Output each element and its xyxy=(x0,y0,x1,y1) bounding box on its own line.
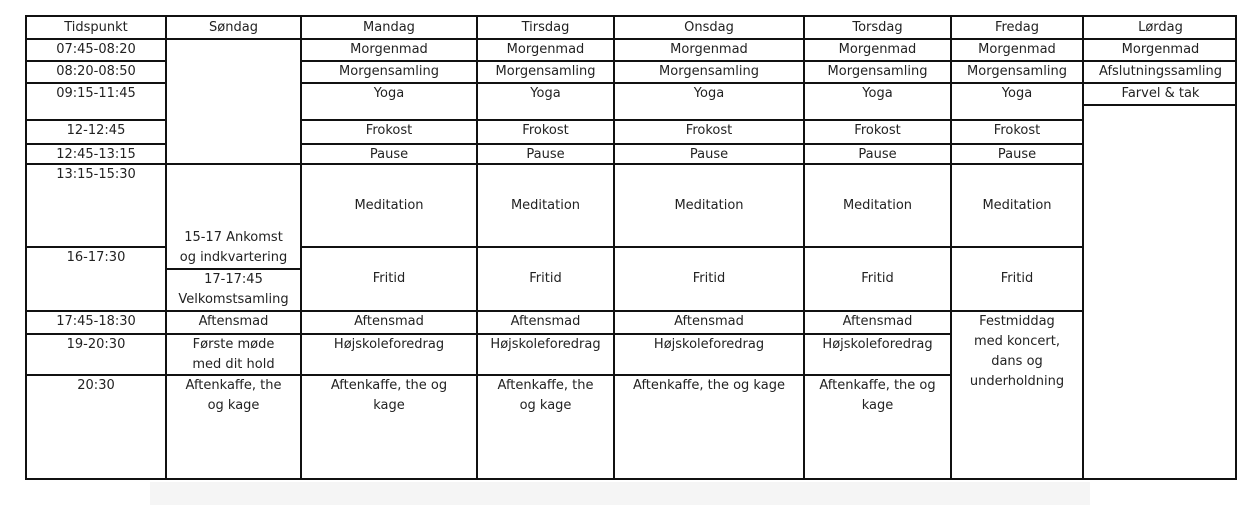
sondag-welcome-line: Velkomstsamling xyxy=(178,292,289,307)
time-label: 09:15-11:45 xyxy=(56,86,136,101)
lunch-cell-line: Frokost xyxy=(522,123,569,138)
column-header-label: Torsdag xyxy=(852,19,903,35)
dinner-cell xyxy=(613,310,803,333)
break-cell xyxy=(950,143,1082,163)
time-cell xyxy=(25,143,165,163)
meditation-cell-line: Meditation xyxy=(982,197,1052,213)
evening-coffee-cell-line: kage xyxy=(861,398,894,413)
column-header-label: Fredag xyxy=(994,19,1040,35)
morning-gathering-cell-line: Morgensamling xyxy=(827,64,928,79)
morning-gathering-cell-line: Morgensamling xyxy=(659,64,759,79)
dinner-cell-line: Aftensmad xyxy=(354,314,424,329)
meditation-cell xyxy=(476,163,613,246)
free-time-cell xyxy=(803,246,950,310)
lordag-closing-gathering-line: Afslutningssamling xyxy=(1099,64,1222,79)
column-header xyxy=(613,15,803,38)
time-label: 12-12:45 xyxy=(66,123,126,138)
fredag-festive-dinner xyxy=(950,310,1082,480)
time-label: 20:30 xyxy=(77,378,115,393)
lecture-cell xyxy=(803,333,950,374)
free-time-cell-line: Fritid xyxy=(1000,271,1034,286)
time-cell xyxy=(25,246,165,310)
sondag-arrival xyxy=(165,163,300,268)
breakfast-cell xyxy=(613,38,803,60)
dinner-cell-line: Aftensmad xyxy=(842,314,913,329)
lecture-cell-line: Højskoleforedrag xyxy=(653,337,765,352)
time-cell xyxy=(25,119,165,143)
lecture-cell-line: Højskoleforedrag xyxy=(822,337,933,352)
dinner-cell-line: Aftensmad xyxy=(674,314,744,329)
breakfast-cell-line: Morgenmad xyxy=(350,42,428,57)
column-header-label: Tidspunkt xyxy=(64,19,128,35)
time-label: 16-17:30 xyxy=(66,250,126,265)
column-header-label: Mandag xyxy=(363,19,415,35)
meditation-cell xyxy=(613,163,803,246)
column-header-label: Søndag xyxy=(209,19,258,35)
column-header xyxy=(1082,15,1237,38)
breakfast-cell xyxy=(300,38,476,60)
time-cell xyxy=(25,82,165,119)
fredag-festive-dinner-line: dans og xyxy=(991,354,1043,369)
dinner-cell-line: Aftensmad xyxy=(510,314,581,329)
lunch-cell-line: Frokost xyxy=(993,123,1041,138)
evening-coffee-cell xyxy=(803,374,950,480)
morning-gathering-cell-line: Morgensamling xyxy=(967,64,1067,79)
lunch-cell-line: Frokost xyxy=(685,123,733,138)
evening-coffee-cell xyxy=(476,374,613,480)
evening-coffee-cell xyxy=(300,374,476,480)
lunch-cell-line: Frokost xyxy=(365,123,413,138)
breakfast-cell-line: Morgenmad xyxy=(978,42,1056,57)
free-time-cell xyxy=(613,246,803,310)
break-cell-line: Pause xyxy=(858,147,897,162)
evening-coffee-cell-line: Aftenkaffe, the og xyxy=(819,378,936,393)
break-cell-line: Pause xyxy=(689,147,729,162)
column-header-label: Lørdag xyxy=(1138,19,1183,35)
yoga-cell xyxy=(950,82,1082,119)
morning-gathering-cell-line: Morgensamling xyxy=(339,64,439,79)
time-label: 07:45-08:20 xyxy=(56,42,136,57)
break-cell xyxy=(613,143,803,163)
break-cell xyxy=(803,143,950,163)
time-cell xyxy=(25,38,165,60)
lunch-cell xyxy=(300,119,476,143)
sondag-arrival-line: og indkvartering xyxy=(179,250,288,265)
free-time-cell-line: Fritid xyxy=(529,271,562,286)
dinner-cell xyxy=(803,310,950,333)
meditation-cell xyxy=(300,163,476,246)
fredag-festive-dinner-line: Festmiddag xyxy=(979,314,1055,329)
lunch-cell-line: Frokost xyxy=(854,123,901,138)
break-cell-line: Pause xyxy=(526,147,565,162)
free-time-cell xyxy=(950,246,1082,310)
lordag-closing-gathering xyxy=(1082,60,1237,82)
column-header xyxy=(950,15,1082,38)
dinner-cell xyxy=(476,310,613,333)
lordag-farewell-line: Farvel & tak xyxy=(1121,86,1200,101)
time-label: 08:20-08:50 xyxy=(56,64,136,79)
time-cell xyxy=(25,374,165,480)
meditation-cell-line: Meditation xyxy=(510,197,581,213)
dinner-cell xyxy=(300,310,476,333)
evening-coffee-cell xyxy=(613,374,803,480)
lecture-cell-line: Højskoleforedrag xyxy=(490,337,601,352)
break-cell-line: Pause xyxy=(997,147,1037,162)
meditation-cell xyxy=(950,163,1082,246)
evening-coffee-cell-line: Aftenkaffe, the xyxy=(497,378,594,393)
breakfast-cell-line: Morgenmad xyxy=(838,42,917,57)
morning-gathering-cell xyxy=(476,60,613,82)
sondag-evening-coffee xyxy=(165,374,300,480)
time-cell xyxy=(25,333,165,374)
yoga-cell-line: Yoga xyxy=(862,86,893,101)
sondag-first-meeting-line: med dit hold xyxy=(192,357,275,372)
time-cell xyxy=(25,163,165,246)
fredag-festive-dinner-line: med koncert, xyxy=(973,334,1061,349)
time-label: 13:15-15:30 xyxy=(56,167,136,182)
morning-gathering-cell xyxy=(950,60,1082,82)
sondag-welcome xyxy=(165,268,300,310)
column-header xyxy=(300,15,476,38)
free-time-cell xyxy=(476,246,613,310)
breakfast-cell xyxy=(476,38,613,60)
lordag-farewell xyxy=(1082,82,1237,104)
lecture-cell-line: Højskoleforedrag xyxy=(333,337,445,352)
time-label: 12:45-13:15 xyxy=(56,147,136,162)
lunch-cell xyxy=(950,119,1082,143)
column-header xyxy=(476,15,613,38)
yoga-cell xyxy=(613,82,803,119)
yoga-cell-line: Yoga xyxy=(373,86,405,101)
breakfast-cell xyxy=(950,38,1082,60)
morning-gathering-cell xyxy=(803,60,950,82)
sondag-arrival-line: 15-17 Ankomst xyxy=(184,230,283,245)
free-time-cell xyxy=(300,246,476,310)
evening-coffee-cell-line: kage xyxy=(373,398,405,413)
morning-gathering-cell xyxy=(613,60,803,82)
lecture-cell xyxy=(613,333,803,374)
column-header xyxy=(165,15,300,38)
time-label: 19-20:30 xyxy=(66,337,126,352)
meditation-cell-line: Meditation xyxy=(354,197,424,213)
yoga-cell xyxy=(476,82,613,119)
lecture-cell xyxy=(476,333,613,374)
column-header-label: Tirsdag xyxy=(521,19,570,35)
time-cell xyxy=(25,310,165,333)
lordag-breakfast-line: Morgenmad xyxy=(1121,42,1200,57)
evening-coffee-cell-line: Aftenkaffe, the og kage xyxy=(633,378,785,393)
yoga-cell xyxy=(803,82,950,119)
sondag-first-meeting xyxy=(165,333,300,374)
lecture-cell xyxy=(300,333,476,374)
lunch-cell xyxy=(613,119,803,143)
morning-gathering-cell xyxy=(300,60,476,82)
breakfast-cell-line: Morgenmad xyxy=(670,42,748,57)
breakfast-cell-line: Morgenmad xyxy=(506,42,585,57)
break-cell xyxy=(476,143,613,163)
lordag-empty xyxy=(1082,104,1237,480)
evening-coffee-cell-line: Aftenkaffe, the og xyxy=(330,378,448,393)
yoga-cell-line: Yoga xyxy=(1001,86,1033,101)
time-label: 17:45-18:30 xyxy=(56,314,136,329)
fredag-festive-dinner-line: underholdning xyxy=(969,374,1065,389)
breakfast-cell xyxy=(803,38,950,60)
free-time-cell-line: Fritid xyxy=(372,271,406,286)
evening-coffee-cell-line: og kage xyxy=(519,398,572,413)
sondag-evening-coffee-line: Aftenkaffe, the xyxy=(185,378,282,393)
sondag-evening-coffee-line: og kage xyxy=(207,398,260,413)
morning-gathering-cell-line: Morgensamling xyxy=(495,64,596,79)
time-cell xyxy=(25,60,165,82)
column-header-label: Onsdag xyxy=(684,19,734,35)
sondag-empty-morning xyxy=(165,38,300,163)
meditation-cell xyxy=(803,163,950,246)
column-header xyxy=(803,15,950,38)
sondag-dinner xyxy=(165,310,300,333)
meditation-cell-line: Meditation xyxy=(842,197,913,213)
free-time-cell-line: Fritid xyxy=(692,271,726,286)
sondag-first-meeting-line: Første møde xyxy=(192,337,275,352)
sondag-welcome-line: 17-17:45 xyxy=(204,272,263,287)
free-time-cell-line: Fritid xyxy=(861,271,894,286)
meditation-cell-line: Meditation xyxy=(674,197,744,213)
lunch-cell xyxy=(803,119,950,143)
column-header xyxy=(25,15,165,38)
break-cell-line: Pause xyxy=(369,147,409,162)
sondag-dinner-line: Aftensmad xyxy=(198,314,269,329)
lordag-breakfast xyxy=(1082,38,1237,60)
yoga-cell-line: Yoga xyxy=(530,86,561,101)
break-cell xyxy=(300,143,476,163)
page-footer-strip xyxy=(150,482,1090,505)
yoga-cell xyxy=(300,82,476,119)
yoga-cell-line: Yoga xyxy=(693,86,725,101)
lunch-cell xyxy=(476,119,613,143)
